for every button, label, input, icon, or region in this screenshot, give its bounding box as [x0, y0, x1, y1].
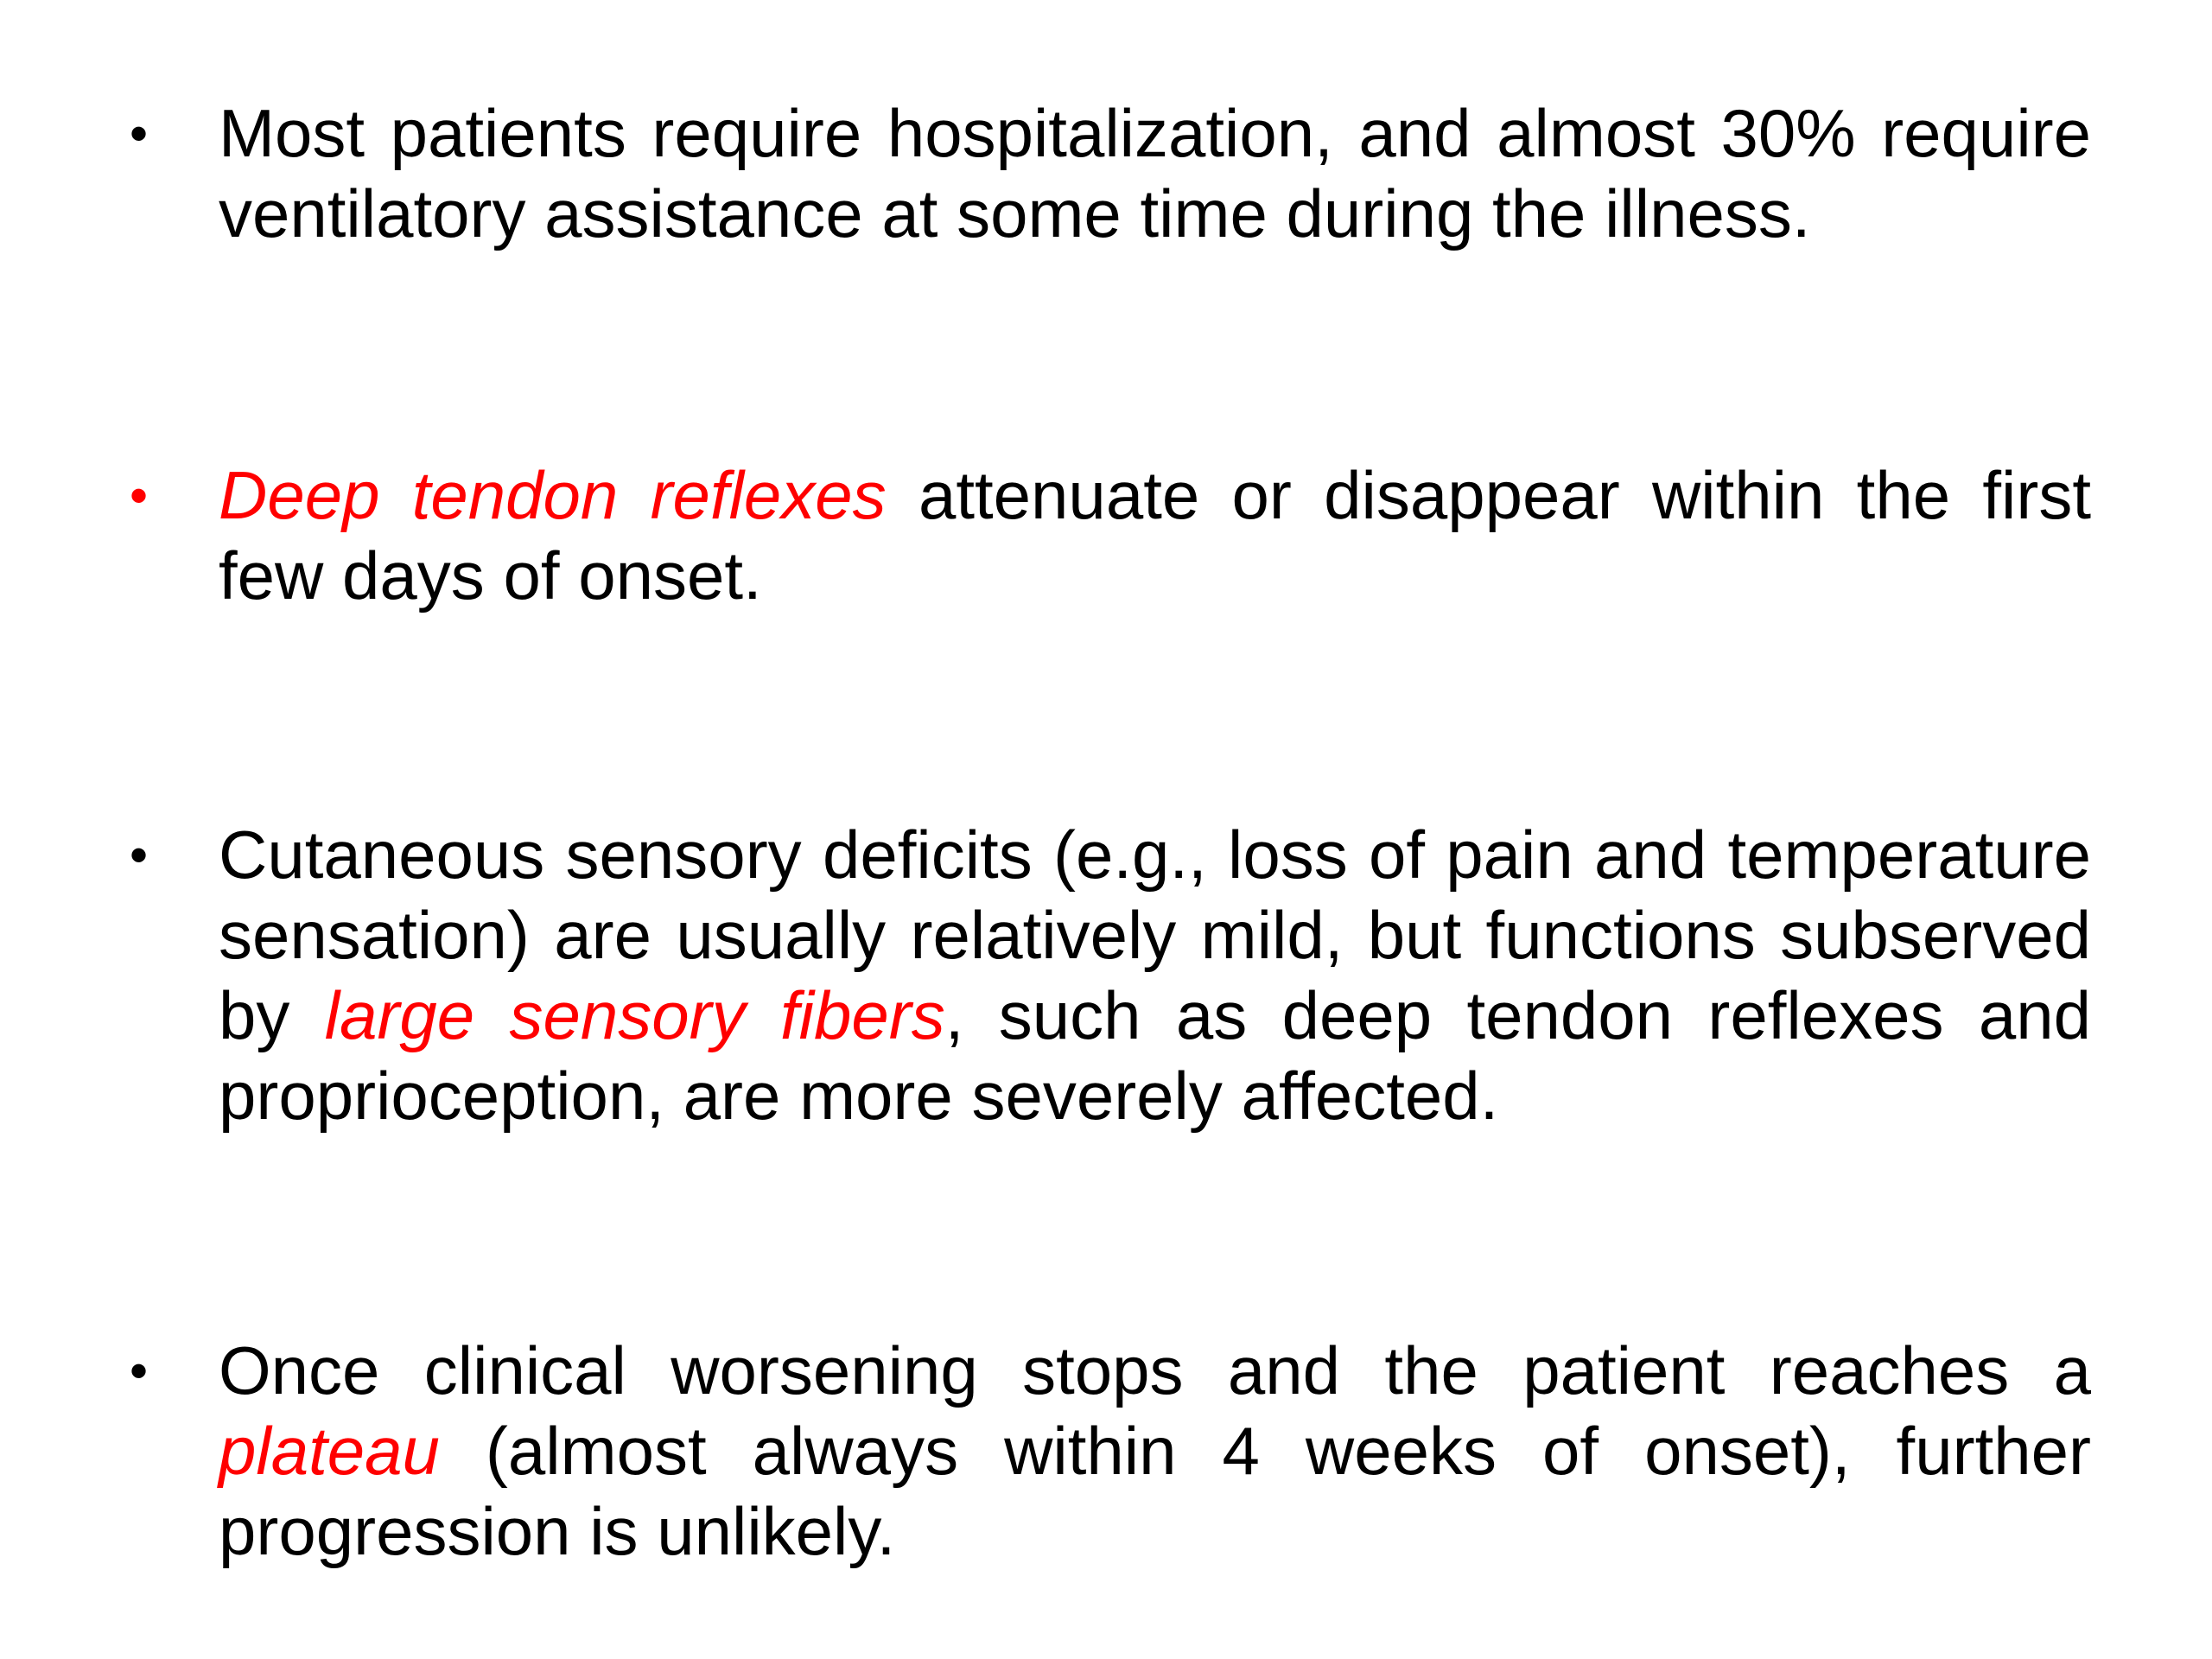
- bullet-icon: •: [130, 1342, 149, 1400]
- bullet-item-deep-tendon-reflexes: [130, 455, 2091, 616]
- bullet-text: attenuate or disappear within the first few days of onset.: [219, 457, 2091, 613]
- bullet-text: Most patients require hospitalization, and almost 30% require ventilatory assistance at some time during the illness.: [219, 95, 2091, 251]
- bullet-icon: •: [130, 826, 149, 884]
- bullet-icon: •: [130, 105, 149, 162]
- bullet-item-sensory-deficits: [130, 815, 2091, 1136]
- bullet-item-plateau: [130, 1331, 2091, 1572]
- bullet-icon: •: [130, 467, 149, 524]
- bullet-text: , such as deep tendon reflexes and proprioception, are more severely affected.: [219, 977, 2091, 1134]
- emphasis-text: large sensory fibers: [324, 977, 945, 1053]
- bullet-list: [130, 93, 2091, 1572]
- emphasis-text: Deep tendon reflexes: [219, 457, 887, 533]
- bullet-text: Once clinical worsening stops and the patient reaches a: [219, 1332, 2091, 1408]
- emphasis-text: plateau: [219, 1413, 440, 1489]
- bullet-item-hospitalization: [130, 93, 2091, 254]
- bullet-text: (almost always within 4 weeks of onset), further progression is unlikely.: [219, 1413, 2091, 1569]
- bullet-text: Cutaneous sensory deficits (e.g., loss of pain and temperature sensation) are usually relatively mild, but functions subserved by: [219, 817, 2091, 1053]
